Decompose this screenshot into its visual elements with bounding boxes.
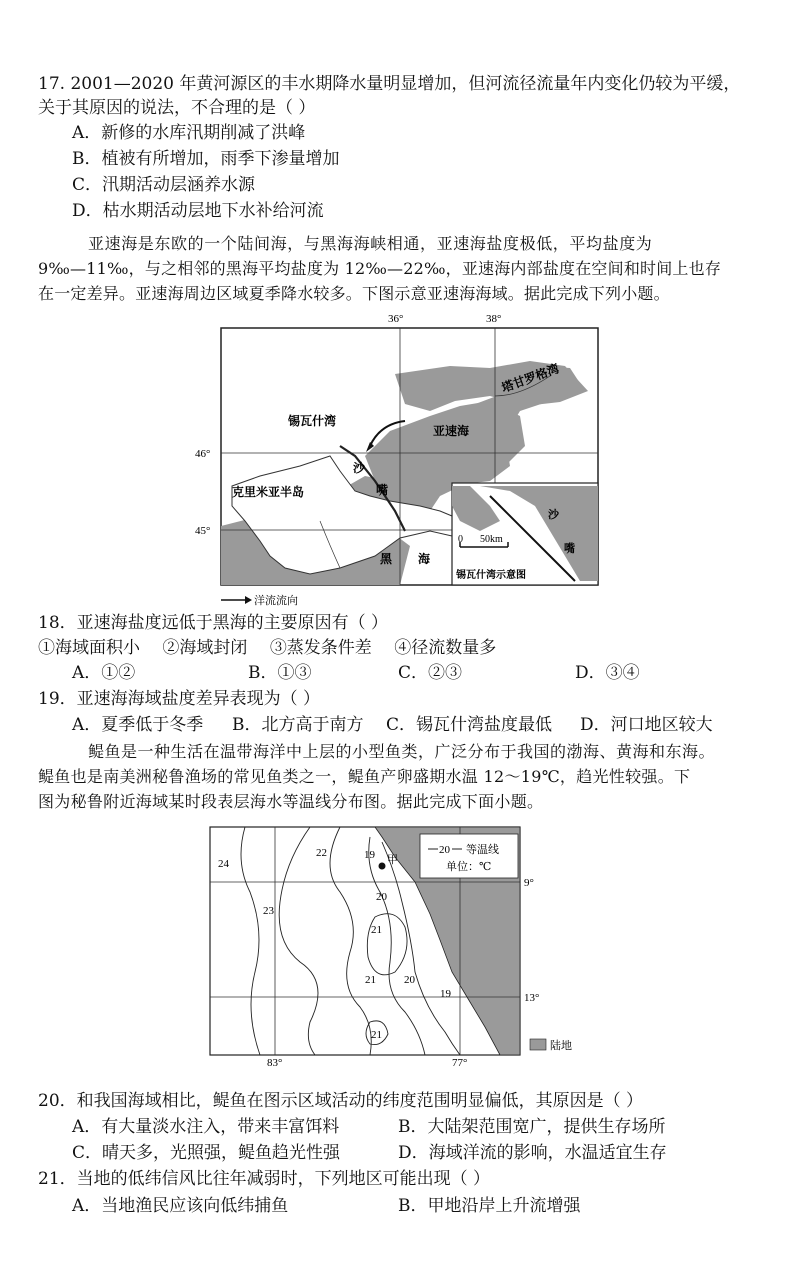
map1-spit-label-2: 嘴 (376, 483, 389, 497)
q19-stem: 19．亚速海海域盐度差异表现为（ ） (38, 689, 321, 709)
q17-stem-line1: 17. 2001—2020 年黄河源区的丰水期降水量明显增加，但河流径流量年内变化仍较为平缓， (38, 74, 741, 94)
q20-stem: 20．和我国海域相比，鳀鱼在图示区域活动的纬度范围明显偏低，其原因是（ ） (38, 1091, 644, 1111)
passage1-line2: 9‰—11‰，与之相邻的黑海平均盐度为 12‰—22‰，亚速海内部盐度在空间和时间上也存 (38, 259, 722, 278)
q17-option-d: D．枯水期活动层地下水补给河流 (72, 201, 324, 221)
q20-option-b: B．大陆架范围宽广，提供生存场所 (398, 1117, 666, 1137)
map1-lat-46: 46° (195, 448, 211, 460)
land-legend-label: 陆地 (550, 1040, 572, 1052)
map1-black-sea-label-2: 海 (418, 552, 431, 566)
peru-isotherm-map (190, 822, 600, 1066)
map1-taganrog-label: 塔甘罗格湾 (499, 361, 561, 396)
map2-lat-13: 13° (524, 992, 540, 1004)
isotherm-label-20-north: 20 (376, 891, 387, 903)
map2-lon-77: 77° (452, 1057, 468, 1066)
legend-isotherm-value: 20 (439, 844, 450, 856)
map1-spit-label-1: 沙 (353, 461, 366, 475)
q18-statements (38, 637, 496, 659)
map2-lat-9: 9° (524, 877, 534, 889)
q17-option-b: B．植被有所增加，雨季下渗量增加 (72, 149, 340, 169)
map1-crimea-label: 克里米亚半岛 (232, 485, 305, 499)
q19-option-c: C．锡瓦什湾盐度最低 (386, 715, 553, 735)
q18-item-1: ①海域面积小 (38, 638, 140, 658)
current-legend-label: 洋流流向 (254, 595, 298, 607)
isotherm-label-21-mid: 21 (365, 974, 376, 986)
q18-item-4: ④径流数量多 (394, 638, 497, 658)
inset-spit-label-1: 沙 (548, 509, 559, 521)
q19-option-b: B．北方高于南方 (232, 715, 364, 735)
q18-option-a: A．①② (72, 663, 136, 683)
q21-stem: 21．当地的低纬信风比往年减弱时，下列地区可能出现（ ） (38, 1169, 491, 1189)
passage1-line3: 在一定差异。亚速海周边区域夏季降水较多。下图示意亚速海海域。据此完成下列小题。 (38, 284, 670, 303)
point-jia-marker (379, 863, 386, 870)
q20-option-c: C．晴天多，光照强，鳀鱼趋光性强 (72, 1143, 341, 1163)
point-jia-label: 甲 (387, 854, 398, 866)
q20-option-d: D．海域洋流的影响，水温适宜生存 (398, 1143, 667, 1163)
q18-stem: 18．亚速海盐度远低于黑海的主要原因有（ ） (38, 613, 389, 633)
map1-azov-label: 亚速海 (433, 424, 470, 438)
q18-option-b: B．①③ (248, 663, 312, 683)
isotherm-label-21-south: 21 (371, 1029, 382, 1041)
q21-option-a: A．当地渔民应该向低纬捕鱼 (72, 1196, 289, 1216)
q18-item-3: ③蒸发条件差 (269, 638, 372, 658)
map1-lon-38: 38° (486, 313, 502, 325)
legend-isotherm-label: 等温线 (466, 844, 499, 856)
inset-spit-label-2: 嘴 (564, 543, 575, 555)
passage2-line3: 图为秘鲁附近海域某时段表层海水等温线分布图。据此完成下面小题。 (38, 792, 544, 811)
map1-lon-36: 36° (388, 313, 404, 325)
passage2-line2: 鳀鱼也是南美洲秘鲁渔场的常见鱼类之一，鳀鱼产卵盛期水温 12～19℃，趋光性较强。下 (38, 767, 691, 786)
q18-item-2: ②海域封闭 (162, 638, 248, 658)
q19-option-d: D．河口地区较大 (580, 715, 713, 735)
q17-option-c: C．汛期活动层涵养水源 (72, 175, 256, 195)
isotherm-label-22: 22 (316, 847, 327, 859)
map1-sivash-label: 锡瓦什湾 (288, 414, 337, 428)
passage2-line1: 鳀鱼是一种生活在温带海洋中上层的小型鱼类，广泛分布于我国的渤海、黄海和东海。 (88, 742, 716, 761)
q17-option-a: A．新修的水库汛期削减了洪峰 (72, 123, 306, 143)
legend-unit: 单位：℃ (446, 861, 492, 873)
isotherm-label-19-south: 19 (440, 988, 451, 1000)
passage1-line1: 亚速海是东欧的一个陆间海，与黑海海峡相通，亚速海盐度极低，平均盐度为 (88, 234, 653, 253)
land-legend-swatch (530, 1039, 546, 1050)
azov-sea-map (190, 306, 610, 608)
q20-option-a: A．有大量淡水注入，带来丰富饵料 (72, 1117, 340, 1137)
q18-option-c: C．②③ (398, 663, 463, 683)
map1-lat-45: 45° (195, 525, 211, 537)
isotherm-label-21-north: 21 (371, 924, 382, 936)
q17-stem-line2: 关于其原因的说法，不合理的是（ ） (38, 98, 316, 118)
inset-scale-zero: 0 (458, 534, 463, 545)
map2-lon-83: 83° (267, 1057, 283, 1066)
inset-title: 锡瓦什湾示意图 (456, 570, 526, 581)
q19-option-a: A．夏季低于冬季 (72, 715, 204, 735)
q21-option-b: B．甲地沿岸上升流增强 (398, 1196, 581, 1216)
map1-black-sea-label-1: 黑 (380, 552, 393, 566)
inset-scale-50km: 50km (480, 534, 503, 545)
isotherm-label-23: 23 (263, 905, 274, 917)
isotherm-label-24: 24 (218, 858, 229, 870)
q18-option-d: D．③④ (575, 663, 640, 683)
isotherm-label-19-north: 19 (364, 849, 375, 861)
isotherm-label-20-south: 20 (404, 974, 415, 986)
